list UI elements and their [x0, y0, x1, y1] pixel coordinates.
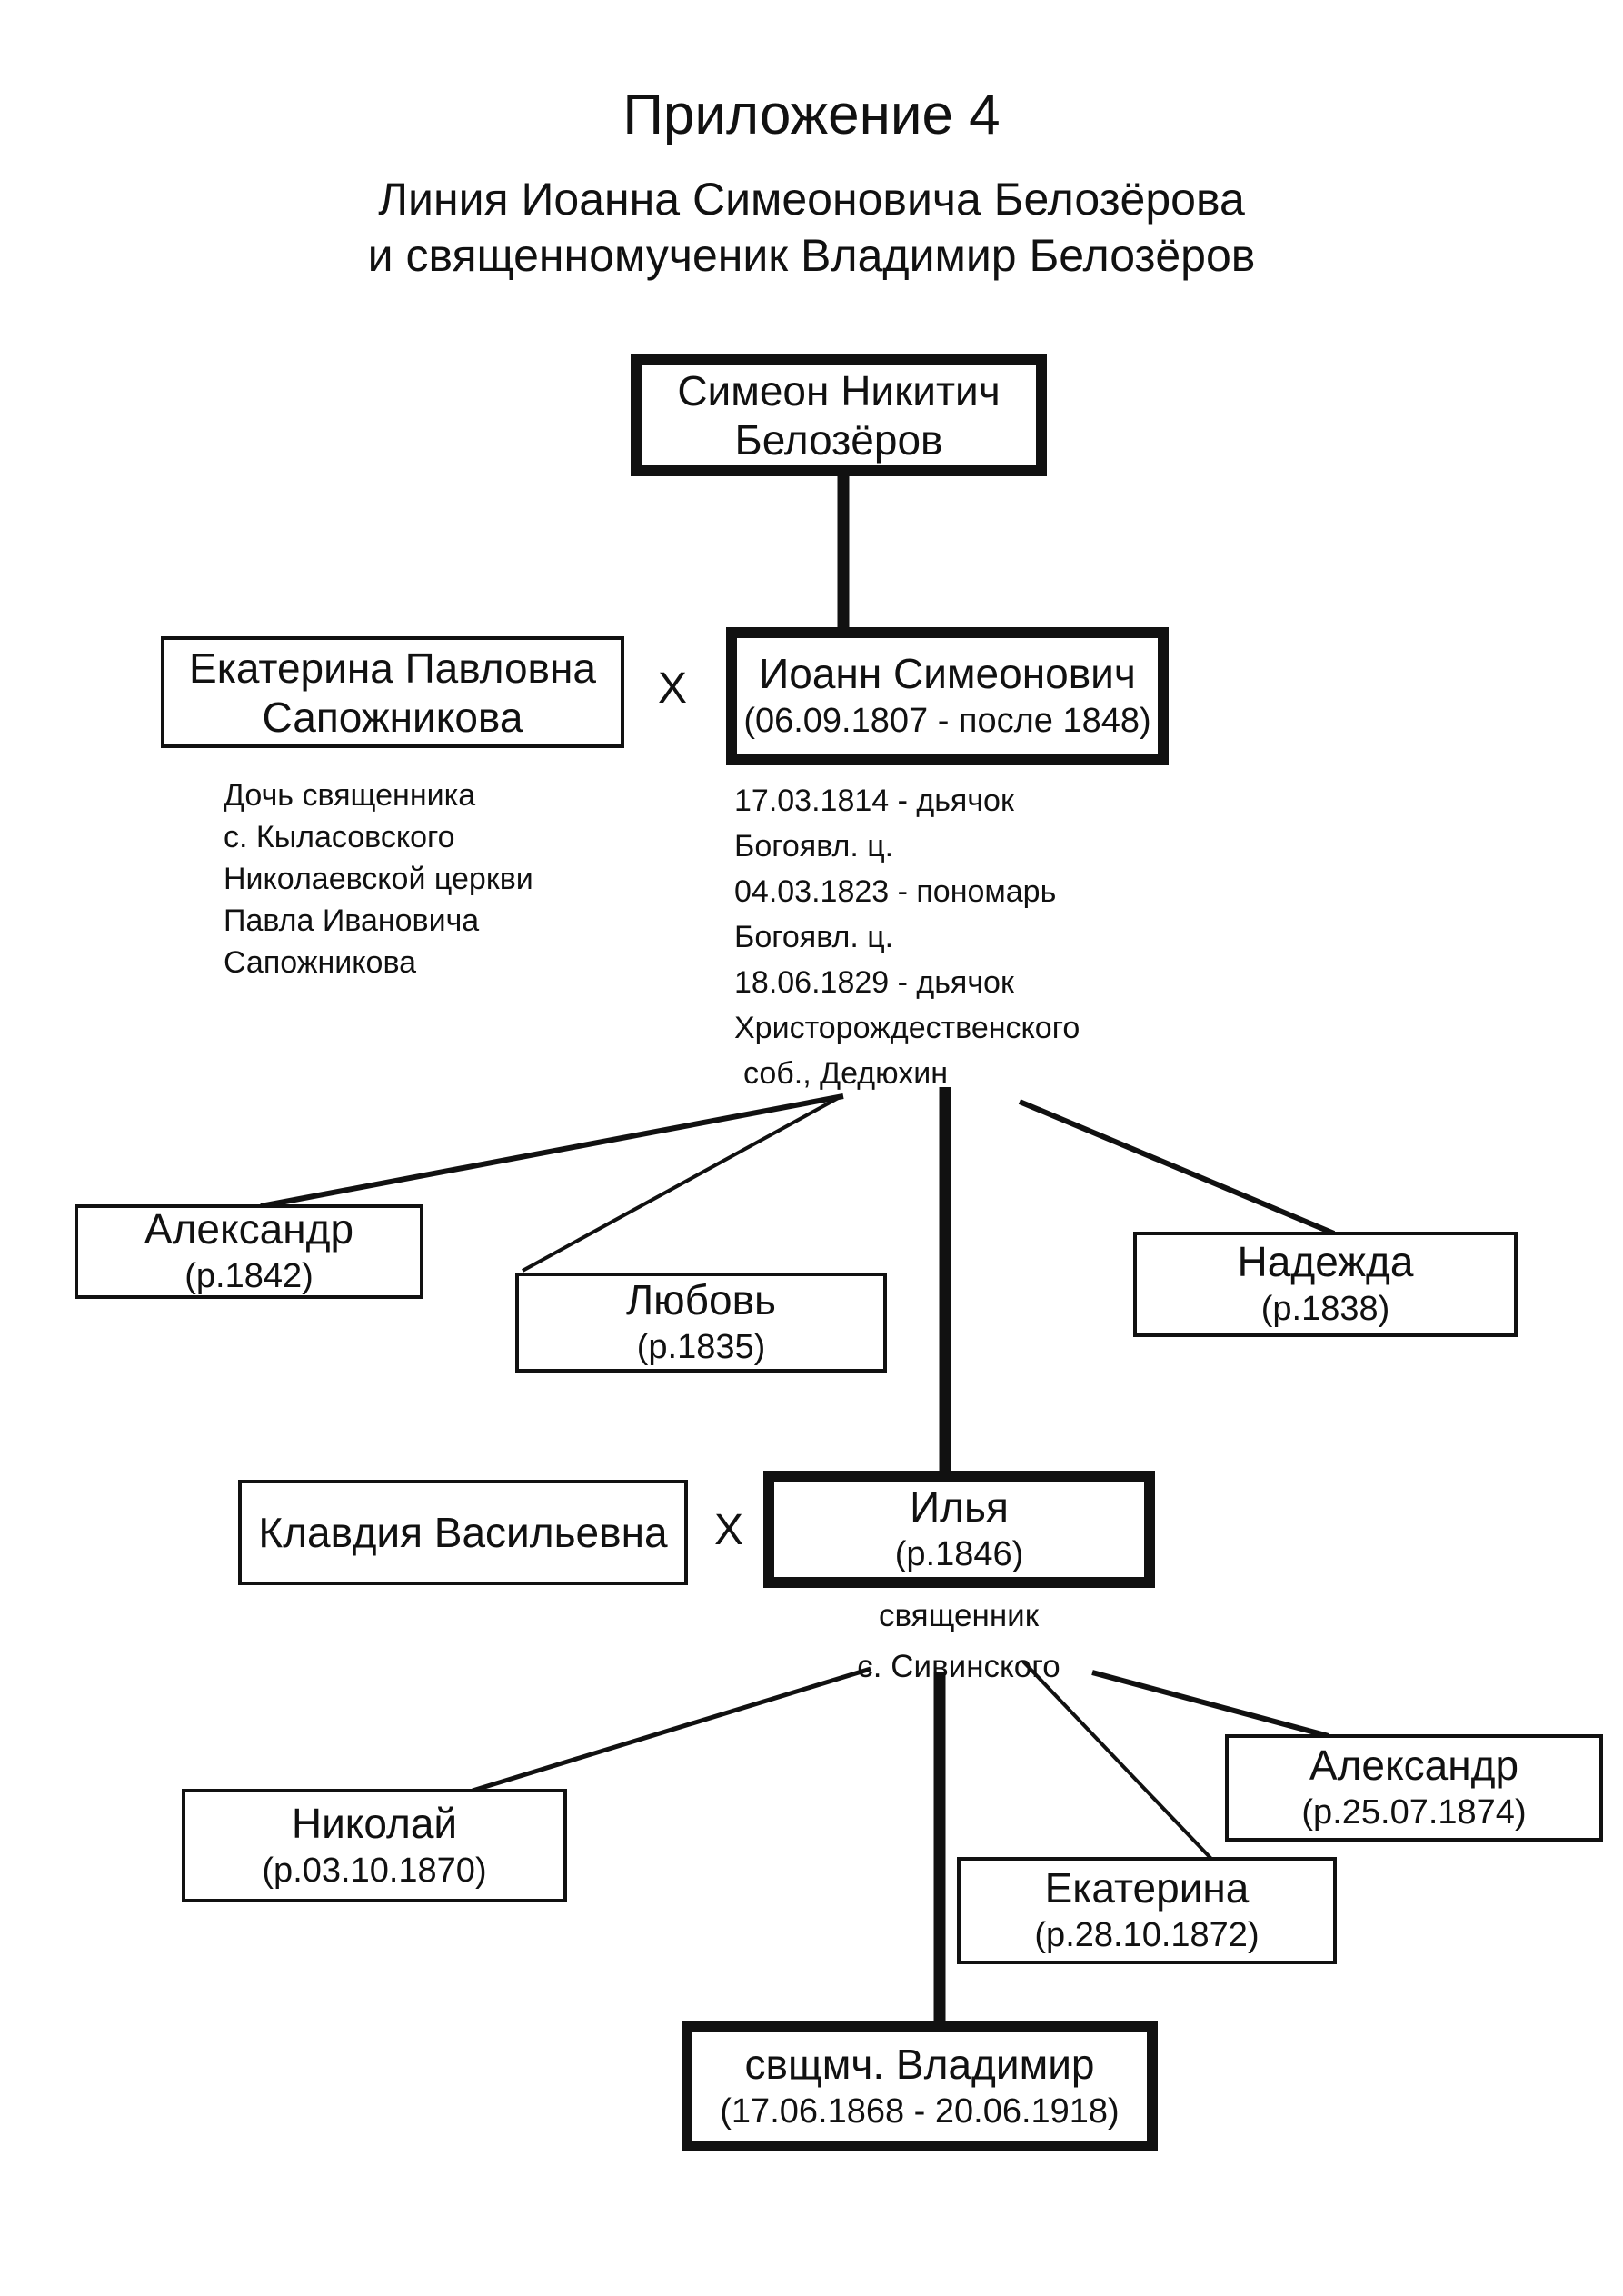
- person-name: Александр: [144, 1205, 354, 1253]
- annotation-line: Дочь священника: [224, 778, 476, 813]
- annotation-line: Николаевской церкви: [224, 862, 533, 896]
- annotation-line: Христорождественского: [734, 1011, 1080, 1045]
- node-ilya: [763, 1471, 1155, 1588]
- ilya-annotation: [777, 1591, 1140, 1692]
- person-name: Александр: [1309, 1742, 1519, 1789]
- node-ekaterina-1872: [957, 1857, 1337, 1964]
- person-name: свщмч. Владимир: [744, 2040, 1095, 2088]
- node-ekaterina-pavlovna: [161, 636, 624, 748]
- person-dates: (р.03.10.1870): [262, 1851, 487, 1890]
- person-dates: (06.09.1807 - после 1848): [743, 702, 1151, 740]
- person-dates: (р.1842): [184, 1257, 314, 1295]
- person-name: Екатерина: [1044, 1864, 1250, 1912]
- person-name: Симеон Никитич: [677, 367, 1001, 414]
- annotation-line: Сапожникова: [224, 945, 417, 980]
- page-title: Приложение 4: [622, 84, 1001, 146]
- node-simeon-nikitich: [631, 354, 1047, 476]
- annotation-line: с. Сивинского: [857, 1649, 1060, 1684]
- person-name: Николай: [291, 1799, 458, 1847]
- node-alexandr-1842: [75, 1204, 423, 1299]
- page-subtitle: [0, 171, 1623, 284]
- person-dates: (р.25.07.1874): [1301, 1793, 1527, 1832]
- node-ioann-simeonovich: [726, 627, 1169, 765]
- person-dates: (р.28.10.1872): [1034, 1916, 1260, 1954]
- annotation-line: Павла Ивановича: [224, 903, 480, 938]
- page-subtitle-line1: Линия Иоанна Симеоновича Белозёрова: [378, 174, 1245, 225]
- node-nadezhda: [1133, 1232, 1518, 1337]
- person-dates: (17.06.1868 - 20.06.1918): [720, 2091, 1120, 2131]
- node-lyubov: [515, 1273, 887, 1373]
- node-vladimir: [682, 2021, 1158, 2151]
- person-dates: (р.1838): [1260, 1290, 1390, 1328]
- page-subtitle-line2: и священномученик Владимир Белозёров: [367, 230, 1256, 281]
- marriage-x-ilya-klavdiya: X: [713, 1506, 743, 1554]
- node-nikolay: [182, 1789, 567, 1902]
- ekaterina-annotation: [224, 774, 533, 983]
- marriage-x-ioann-ekaterina: X: [657, 664, 687, 713]
- person-name: Екатерина Павловна: [189, 644, 596, 692]
- person-name: Клавдия Васильевна: [258, 1509, 668, 1556]
- annotation-line: Богоявл. ц.: [734, 920, 894, 954]
- person-name: Любовь: [625, 1276, 777, 1323]
- ioann-annotation: [734, 778, 1080, 1096]
- annotation-line: священник: [878, 1598, 1040, 1633]
- annotation-line: Богоявл. ц.: [734, 829, 894, 863]
- annotation-line: соб., Дедюхин: [743, 1056, 949, 1091]
- annotation-line: 17.03.1814 - дьячок: [734, 784, 1014, 818]
- node-alexandr-1874: [1225, 1734, 1603, 1842]
- annotation-line: 04.03.1823 - пономарь: [734, 874, 1057, 909]
- person-name: Надежда: [1237, 1238, 1414, 1285]
- annotation-line: 18.06.1829 - дьячок: [734, 965, 1014, 1000]
- node-klavdiya-vasilievna: [238, 1480, 688, 1585]
- connector-line-to-nadezhda: [1020, 1102, 1334, 1233]
- annotation-line: с. Кыласовского: [224, 820, 455, 854]
- person-surname: Сапожникова: [262, 693, 523, 741]
- person-surname: Белозёров: [734, 416, 943, 464]
- person-name: Иоанн Симеонович: [759, 650, 1136, 697]
- connector-line-to-lyubov: [523, 1096, 841, 1271]
- person-dates: (р.1846): [894, 1534, 1024, 1573]
- connector-line-to-alexandr-1842: [261, 1096, 843, 1206]
- person-dates: (р.1835): [636, 1328, 766, 1366]
- person-name: Илья: [910, 1482, 1009, 1531]
